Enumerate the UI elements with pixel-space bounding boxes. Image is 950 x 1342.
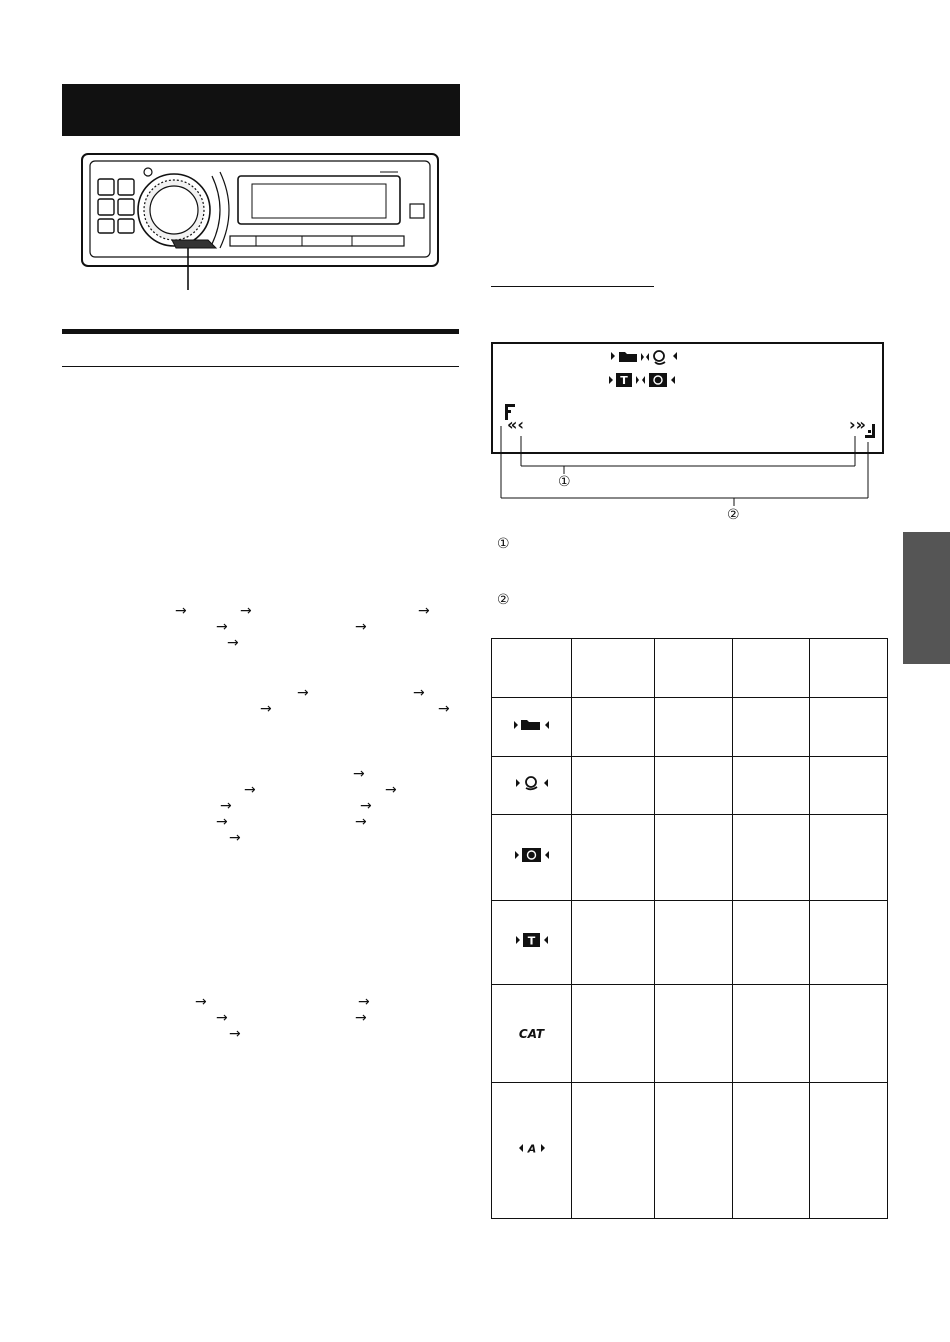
section-heading-rule — [62, 329, 459, 334]
sequence-arrow: → — [418, 603, 430, 619]
svg-text:A: A — [527, 1142, 536, 1155]
sequence-arrow: → — [355, 1010, 367, 1026]
icon-mode-table — [491, 638, 888, 1219]
sequence-arrow: → — [229, 1026, 241, 1042]
title-album-icons — [609, 373, 675, 387]
svg-text:«‹: «‹ — [507, 415, 524, 434]
sequence-arrow: → — [175, 603, 187, 619]
table-cell — [733, 985, 810, 1083]
table-icon-cell — [492, 1083, 572, 1219]
table-cell — [572, 985, 655, 1083]
table-cell — [810, 1083, 888, 1219]
table-cell — [655, 1083, 733, 1219]
artist-icon — [512, 775, 552, 791]
table-cell — [655, 815, 733, 901]
head-unit-illustration — [80, 152, 442, 292]
table-cell — [733, 815, 810, 901]
table-row — [492, 698, 888, 757]
table-icon-cell — [492, 901, 572, 985]
section-side-tab — [903, 532, 950, 664]
table-cell — [492, 639, 572, 698]
table-cell — [655, 639, 733, 698]
table-cell — [655, 901, 733, 985]
table-row — [492, 985, 888, 1083]
sequence-arrow: → — [227, 635, 239, 651]
section-heading-underline — [62, 366, 459, 367]
display-diagram — [491, 342, 891, 532]
sequence-arrow: → — [360, 798, 372, 814]
table-icon-cell — [492, 815, 572, 901]
album-icon — [512, 847, 552, 863]
sequence-arrow: → — [353, 766, 365, 782]
sequence-arrow: → — [358, 994, 370, 1010]
alpha-icon — [517, 1141, 547, 1155]
callout-marker-2: ② — [727, 507, 740, 523]
table-row — [492, 757, 888, 815]
table-cell — [810, 757, 888, 815]
section-title-bar — [62, 84, 460, 136]
table-cell — [572, 757, 655, 815]
sequence-arrow: → — [220, 798, 232, 814]
table-cell — [810, 639, 888, 698]
sequence-arrow: → — [385, 782, 397, 798]
table-cell — [655, 698, 733, 757]
sequence-arrow: → — [216, 619, 228, 635]
sequence-arrow: → — [413, 685, 425, 701]
folder-icon — [512, 718, 552, 732]
svg-text:›»: ›» — [849, 415, 866, 434]
table-row — [492, 901, 888, 985]
table-cell — [733, 901, 810, 985]
table-cell — [733, 1083, 810, 1219]
subheading-underline — [491, 286, 654, 287]
table-cell — [572, 1083, 655, 1219]
legend-marker-1: ① — [497, 536, 510, 552]
table-cell — [810, 698, 888, 757]
folder-artist-icons — [611, 351, 677, 364]
table-cell — [810, 985, 888, 1083]
table-row — [492, 815, 888, 901]
sequence-arrow: → — [260, 701, 272, 717]
sequence-arrow: → — [240, 603, 252, 619]
table-cell — [733, 757, 810, 815]
sequence-arrow: → — [438, 701, 450, 717]
sequence-arrow: → — [355, 814, 367, 830]
table-cell — [733, 698, 810, 757]
table-cell — [572, 639, 655, 698]
svg-text:T: T — [527, 934, 535, 948]
callout-marker-1: ① — [558, 474, 571, 490]
table-icon-cell — [492, 698, 572, 757]
table-cell — [572, 901, 655, 985]
table-header-row — [492, 639, 888, 698]
table-row — [492, 1083, 888, 1219]
table-icon-cell — [492, 985, 572, 1083]
sequence-arrow: → — [244, 782, 256, 798]
table-icon-cell — [492, 757, 572, 815]
table-cell — [655, 985, 733, 1083]
table-cell — [655, 757, 733, 815]
category-icon: CAT — [518, 1026, 545, 1041]
table-cell — [810, 901, 888, 985]
table-cell — [572, 698, 655, 757]
table-cell — [810, 815, 888, 901]
sequence-arrow: → — [355, 619, 367, 635]
table-cell — [733, 639, 810, 698]
sequence-arrow: → — [229, 830, 241, 846]
rotary-knob — [138, 174, 210, 246]
sequence-arrow: → — [195, 994, 207, 1010]
title-icon — [512, 932, 552, 948]
sequence-arrow: → — [297, 685, 309, 701]
sequence-arrow: → — [216, 814, 228, 830]
sequence-arrow: → — [216, 1010, 228, 1026]
svg-text:T: T — [620, 374, 628, 387]
table-cell — [572, 815, 655, 901]
legend-marker-2: ② — [497, 592, 510, 608]
